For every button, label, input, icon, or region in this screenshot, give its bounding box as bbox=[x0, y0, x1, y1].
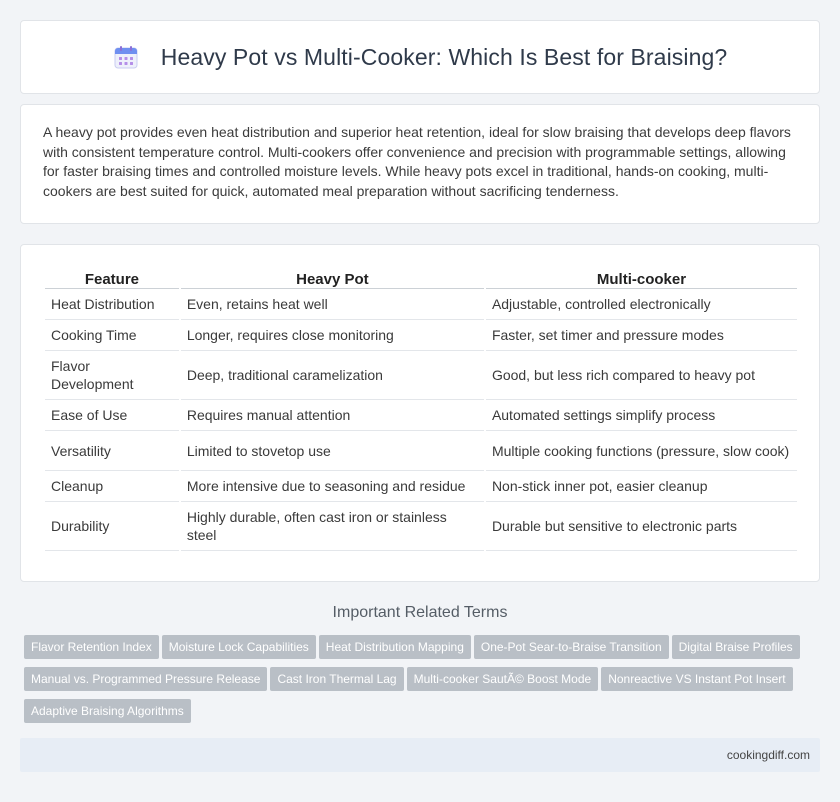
heavy-pot-cell: Even, retains heat well bbox=[181, 289, 484, 320]
heavy-pot-cell: More intensive due to seasoning and residue bbox=[181, 471, 484, 502]
related-term-tag[interactable]: Manual vs. Programmed Pressure Release bbox=[24, 667, 267, 691]
feature-cell: Cooking Time bbox=[45, 320, 179, 351]
multi-cooker-cell: Good, but less rich compared to heavy pot bbox=[486, 351, 797, 400]
feature-cell: Ease of Use bbox=[45, 400, 179, 431]
header-card bbox=[20, 20, 820, 94]
header-feature: Feature bbox=[45, 265, 179, 289]
multi-cooker-cell: Durable but sensitive to electronic parts bbox=[486, 502, 797, 551]
heavy-pot-cell: Deep, traditional caramelization bbox=[181, 351, 484, 400]
table-row bbox=[45, 289, 797, 320]
heavy-pot-cell: Longer, requires close monitoring bbox=[181, 320, 484, 351]
footer-site-link[interactable]: cookingdiff.com bbox=[726, 748, 810, 762]
table-row bbox=[45, 320, 797, 351]
related-term-tag[interactable]: Nonreactive VS Instant Pot Insert bbox=[601, 667, 792, 691]
header-heavy-pot: Heavy Pot bbox=[181, 265, 484, 289]
feature-cell: Cleanup bbox=[45, 471, 179, 502]
table-row bbox=[45, 400, 797, 431]
related-term-tag[interactable]: Cast Iron Thermal Lag bbox=[270, 667, 403, 691]
related-terms-list bbox=[24, 635, 824, 731]
calendar-icon bbox=[113, 44, 139, 70]
table-row bbox=[45, 431, 797, 471]
multi-cooker-cell: Automated settings simplify process bbox=[486, 400, 797, 431]
related-term-tag[interactable]: One-Pot Sear-to-Braise Transition bbox=[474, 635, 669, 659]
feature-cell: Heat Distribution bbox=[45, 289, 179, 320]
title-row bbox=[113, 44, 728, 71]
related-term-tag[interactable]: Digital Braise Profiles bbox=[672, 635, 800, 659]
page-title: Heavy Pot vs Multi-Cooker: Which Is Best for Braising? bbox=[160, 43, 728, 70]
footer bbox=[20, 738, 820, 772]
table-row bbox=[45, 502, 797, 551]
feature-cell: Versatility bbox=[45, 431, 179, 471]
multi-cooker-cell: Non-stick inner pot, easier cleanup bbox=[486, 471, 797, 502]
multi-cooker-cell: Faster, set timer and pressure modes bbox=[486, 320, 797, 351]
related-term-tag[interactable]: Multi-cooker SautÃ© Boost Mode bbox=[407, 667, 599, 691]
related-terms-title: Important Related Terms bbox=[332, 604, 508, 621]
comparison-table bbox=[43, 265, 799, 551]
heavy-pot-cell: Limited to stovetop use bbox=[181, 431, 484, 471]
heavy-pot-cell: Highly durable, often cast iron or stainless steel bbox=[181, 502, 484, 551]
heavy-pot-cell: Requires manual attention bbox=[181, 400, 484, 431]
feature-cell: Durability bbox=[45, 502, 179, 551]
related-term-tag[interactable]: Heat Distribution Mapping bbox=[319, 635, 471, 659]
intro-text: A heavy pot provides even heat distribution and superior heat retention, ideal for slow braising that develops deep flavors with consistent temperature control. Multi-cookers offer convenience and precision with programmable settings, allowing for faster braising times and controlled moisture levels. While heavy pots excel in traditional, hands-on cooking, multi-cookers are best suited for quick, automated meal preparation without sacrificing tenderness. bbox=[43, 124, 791, 199]
table-row bbox=[45, 471, 797, 502]
intro-card bbox=[20, 104, 820, 224]
multi-cooker-cell: Adjustable, controlled electronically bbox=[486, 289, 797, 320]
comparison-card bbox=[20, 244, 820, 582]
related-term-tag[interactable]: Flavor Retention Index bbox=[24, 635, 159, 659]
feature-cell: Flavor Development bbox=[45, 351, 179, 400]
related-term-tag[interactable]: Moisture Lock Capabilities bbox=[162, 635, 316, 659]
related-term-tag[interactable]: Adaptive Braising Algorithms bbox=[24, 699, 191, 723]
table-row bbox=[45, 351, 797, 400]
multi-cooker-cell: Multiple cooking functions (pressure, slow cook) bbox=[486, 431, 797, 471]
table-header-row bbox=[45, 265, 797, 289]
header-multi-cooker: Multi-cooker bbox=[486, 265, 797, 289]
